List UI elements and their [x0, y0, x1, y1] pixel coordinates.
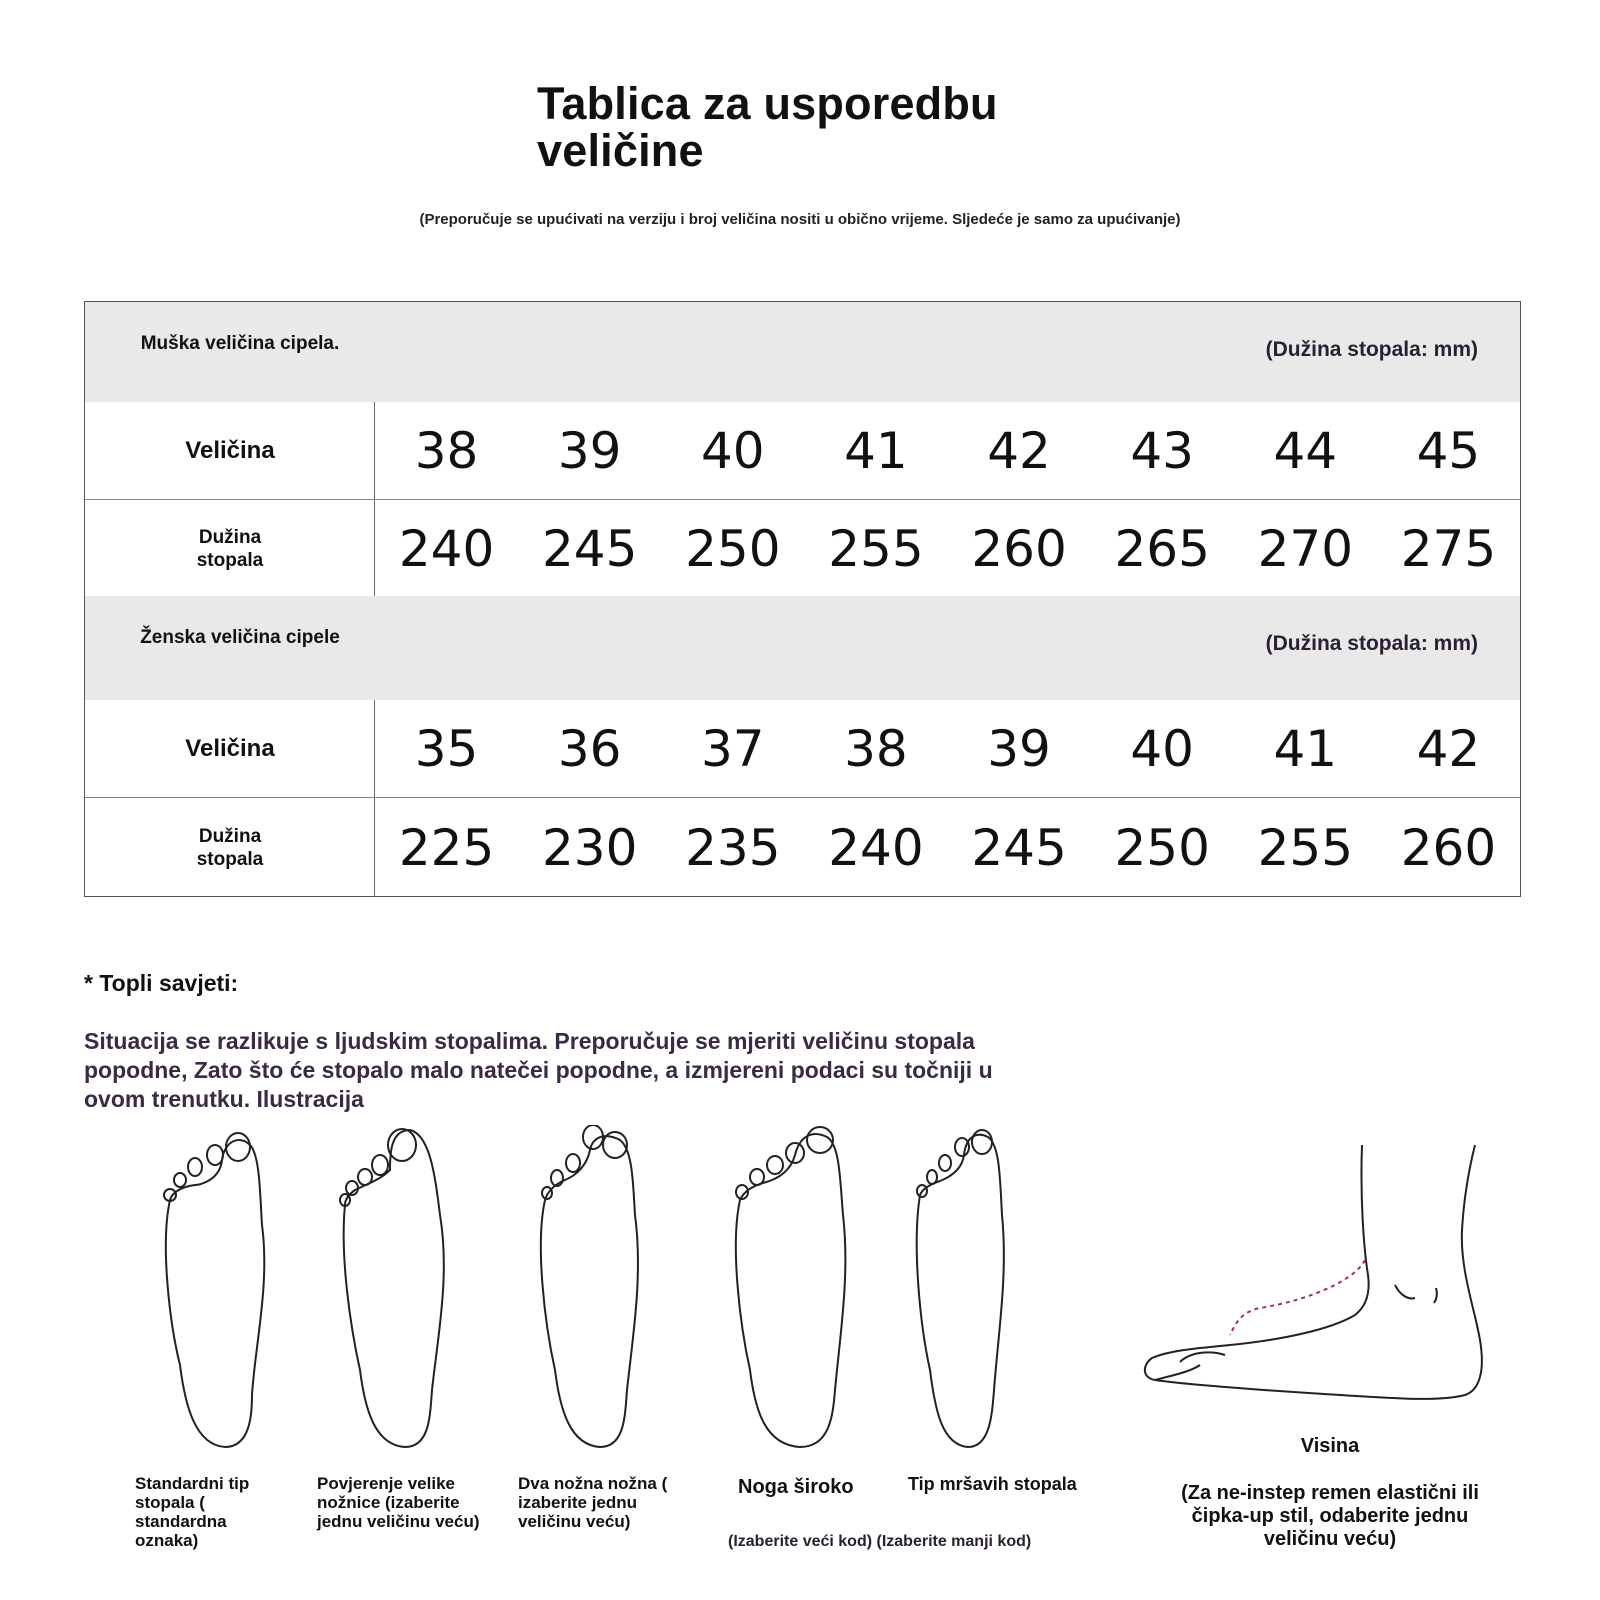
women-length-cell: 235 — [685, 818, 781, 877]
men-header-title: Muška veličina cipela. — [140, 333, 340, 354]
men-length-cell: 275 — [1400, 519, 1497, 578]
page-subtitle: (Preporučuje se upućivati na verziju i broj veličina nositi u obično vrijeme. Sljedeće je samo za upućivanje) — [419, 211, 1181, 228]
women-length-cell: 225 — [398, 818, 495, 877]
foot-type-label: Standardni tip stopala ( standardna oznaka) — [135, 1474, 250, 1550]
women-size-cell: 39 — [987, 719, 1051, 778]
men-size-cell: 39 — [557, 421, 622, 480]
men-length-cell: 240 — [398, 519, 495, 578]
men-size-cell: 41 — [844, 421, 908, 480]
instep-note: (Za ne-instep remen elastični ili čipka-up stil, odaberite jednu veličinu veću) — [1181, 1482, 1479, 1550]
foot-types-illustration — [120, 1125, 1060, 1455]
size-table — [84, 301, 1521, 897]
men-size-cell: 45 — [1416, 421, 1481, 480]
men-length-cell: 245 — [541, 519, 638, 578]
men-size-cell: 38 — [414, 421, 479, 480]
wide-foot-icon — [736, 1127, 846, 1447]
men-size-row — [85, 402, 1520, 499]
instep-foot-icon — [1140, 1140, 1490, 1430]
men-length-row — [85, 499, 1520, 597]
women-size-cells — [375, 700, 1520, 797]
women-length-row — [85, 797, 1520, 897]
page-title: Tablica za usporedbu veličine — [537, 78, 998, 176]
women-size-row — [85, 700, 1520, 797]
men-length-cell: 260 — [971, 519, 1067, 578]
men-length-cell: 255 — [828, 519, 924, 578]
women-size-cell: 40 — [1130, 719, 1194, 778]
women-length-cell: 255 — [1257, 818, 1354, 877]
women-size-cell: 35 — [414, 719, 479, 778]
foot-type-label: Dva nožna nožna ( izaberite jednu veličinu veću) — [518, 1474, 668, 1531]
men-size-cell: 43 — [1130, 421, 1194, 480]
men-size-label: Veličina — [185, 436, 275, 464]
women-length-cell: 245 — [971, 818, 1067, 877]
women-length-label: Dužina stopala — [196, 825, 264, 870]
foot-type-bottom-note: (Izaberite veći kod) (Izaberite manji kod) — [728, 1533, 1032, 1550]
women-size-label: Veličina — [185, 734, 275, 762]
women-header-title: Ženska veličina cipele — [140, 627, 340, 648]
women-length-cells — [375, 798, 1520, 897]
tips-title: * Topli savjeti: — [84, 970, 239, 996]
women-length-cell: 260 — [1400, 818, 1497, 877]
women-header-row — [85, 596, 1520, 700]
men-length-cell: 270 — [1257, 519, 1354, 578]
men-length-cells — [375, 500, 1520, 597]
standard-foot-icon — [164, 1133, 264, 1447]
women-length-cell: 230 — [541, 818, 638, 877]
women-length-cell: 240 — [828, 818, 924, 877]
men-length-label: Dužina stopala — [196, 526, 264, 571]
men-size-cell: 42 — [987, 421, 1051, 480]
men-length-cell: 265 — [1114, 519, 1210, 578]
women-size-cell: 38 — [844, 719, 908, 778]
foot-type-label: Povjerenje velike nožnice (izaberite jednu veličinu veću) — [317, 1474, 480, 1531]
men-size-cells — [375, 402, 1520, 499]
foot-type-label: Tip mršavih stopala — [908, 1474, 1077, 1494]
women-size-cell: 36 — [557, 719, 622, 778]
men-length-cell: 250 — [685, 519, 781, 578]
slim-foot-icon — [917, 1130, 1004, 1447]
women-unit-note: (Dužina stopala: mm) — [1265, 632, 1478, 655]
second-toe-foot-icon — [541, 1125, 638, 1447]
big-toe-foot-icon — [340, 1129, 444, 1447]
men-size-cell: 44 — [1273, 421, 1338, 480]
women-size-cell: 41 — [1273, 719, 1338, 778]
foot-type-label: Noga široko — [738, 1476, 854, 1498]
men-size-cell: 40 — [701, 421, 765, 480]
instep-measure-line — [1230, 1260, 1365, 1335]
tips-body: Situacija se razlikuje s ljudskim stopalima. Preporučuje se mjeriti veličinu stopala popodne, Zato što će stopalo malo natečei popodne, a izmjereni podaci su točniji u ovom trenutku. Ilustracija — [84, 1028, 993, 1112]
women-size-cell: 42 — [1416, 719, 1481, 778]
women-length-cell: 250 — [1114, 818, 1210, 877]
men-unit-note: (Dužina stopala: mm) — [1265, 338, 1478, 361]
instep-label: Visina — [1300, 1435, 1360, 1457]
men-header-row — [85, 302, 1520, 402]
women-size-cell: 37 — [701, 719, 765, 778]
